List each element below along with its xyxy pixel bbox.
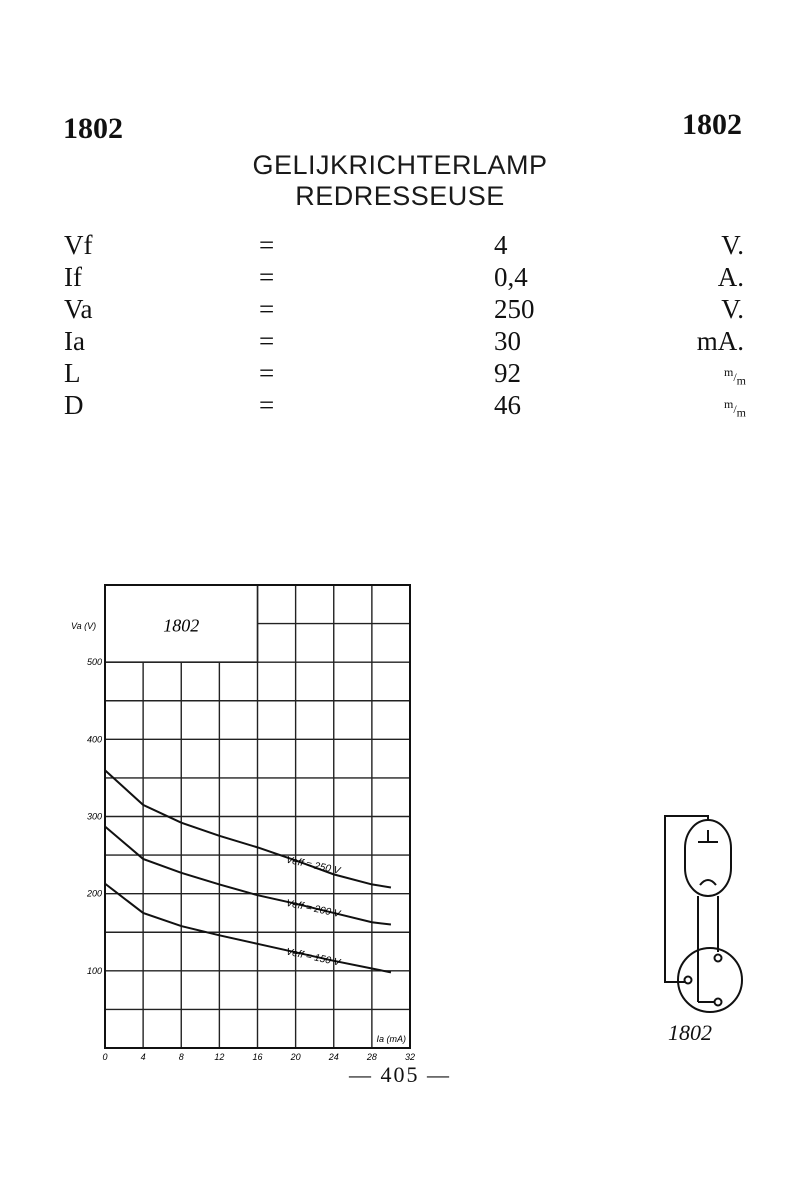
spec-unit: m/m (723, 365, 746, 388)
series-label: Veff = 200 V (285, 897, 342, 921)
x-tick-label: 28 (366, 1052, 377, 1062)
characteristic-chart (55, 570, 435, 1070)
tube-filament (700, 880, 716, 885)
y-tick-label: 400 (86, 734, 102, 745)
series-line (105, 884, 391, 973)
tube-diagram-label: 1802 (668, 1020, 712, 1045)
spec-value: 0,4 (494, 262, 528, 292)
y-tick-label: 300 (86, 811, 102, 822)
spec-unit: V. (721, 230, 744, 260)
tube-code-left: 1802 (63, 112, 123, 145)
spec-value: 92 (494, 358, 521, 388)
x-axis-label: Ia (mA) (376, 1034, 406, 1044)
spec-equals: = (259, 326, 275, 356)
spec-equals: = (259, 262, 275, 292)
spec-row-l (0, 358, 800, 390)
spec-row-ia (0, 326, 800, 358)
series-label: Veff = 250 V (285, 854, 342, 877)
spec-row-if (0, 262, 800, 294)
spec-symbol: Vf (64, 230, 93, 260)
spec-symbol: Ia (64, 326, 85, 356)
spec-unit: mA. (696, 326, 744, 356)
base-pin-filament-2 (715, 999, 722, 1006)
tube-code-right: 1802 (682, 108, 742, 141)
y-tick-label: 100 (86, 965, 102, 976)
tube-pinout-diagram (650, 810, 760, 1015)
series-line (105, 827, 391, 925)
series-label: Veff = 150 V (285, 946, 342, 969)
base-pin-filament-1 (715, 955, 722, 962)
spec-equals: = (259, 390, 275, 420)
spec-equals: = (259, 294, 275, 324)
x-tick-label: 20 (290, 1052, 301, 1062)
x-tick-label: 12 (214, 1052, 225, 1062)
x-tick-label: 4 (140, 1052, 146, 1062)
series-line (105, 770, 391, 887)
spec-symbol: D (64, 390, 84, 420)
spec-symbol: Va (64, 294, 93, 324)
spec-equals: = (259, 358, 275, 388)
spec-value: 46 (494, 390, 521, 420)
y-tick-label: 500 (86, 657, 102, 668)
spec-symbol: If (64, 262, 82, 292)
x-tick-label: 32 (404, 1052, 416, 1062)
page-title: GELIJKRICHTERLAMP (252, 150, 548, 180)
x-tick-label: 0 (102, 1052, 108, 1062)
spec-value: 4 (494, 230, 508, 260)
page-subtitle: REDRESSEUSE (295, 181, 505, 211)
page-number: — 405 — (349, 1062, 451, 1087)
y-tick-label: 200 (86, 888, 102, 899)
spec-unit: m/m (723, 397, 746, 420)
spec-unit: A. (717, 262, 744, 292)
spec-value: 30 (494, 326, 521, 356)
spec-equals: = (259, 230, 275, 260)
spec-row-d (0, 390, 800, 422)
x-tick-label: 16 (252, 1052, 263, 1062)
x-tick-label: 8 (178, 1052, 184, 1062)
base-pin-anode (685, 977, 692, 984)
x-tick-label: 24 (328, 1052, 339, 1062)
spec-row-va (0, 294, 800, 326)
spec-symbol: L (64, 358, 81, 388)
chart-inset-label: 1802 (163, 615, 200, 636)
spec-value: 250 (494, 294, 535, 324)
y-axis-label: Va (V) (71, 621, 97, 631)
spec-unit: V. (721, 294, 744, 324)
spec-row-vf (0, 230, 800, 262)
